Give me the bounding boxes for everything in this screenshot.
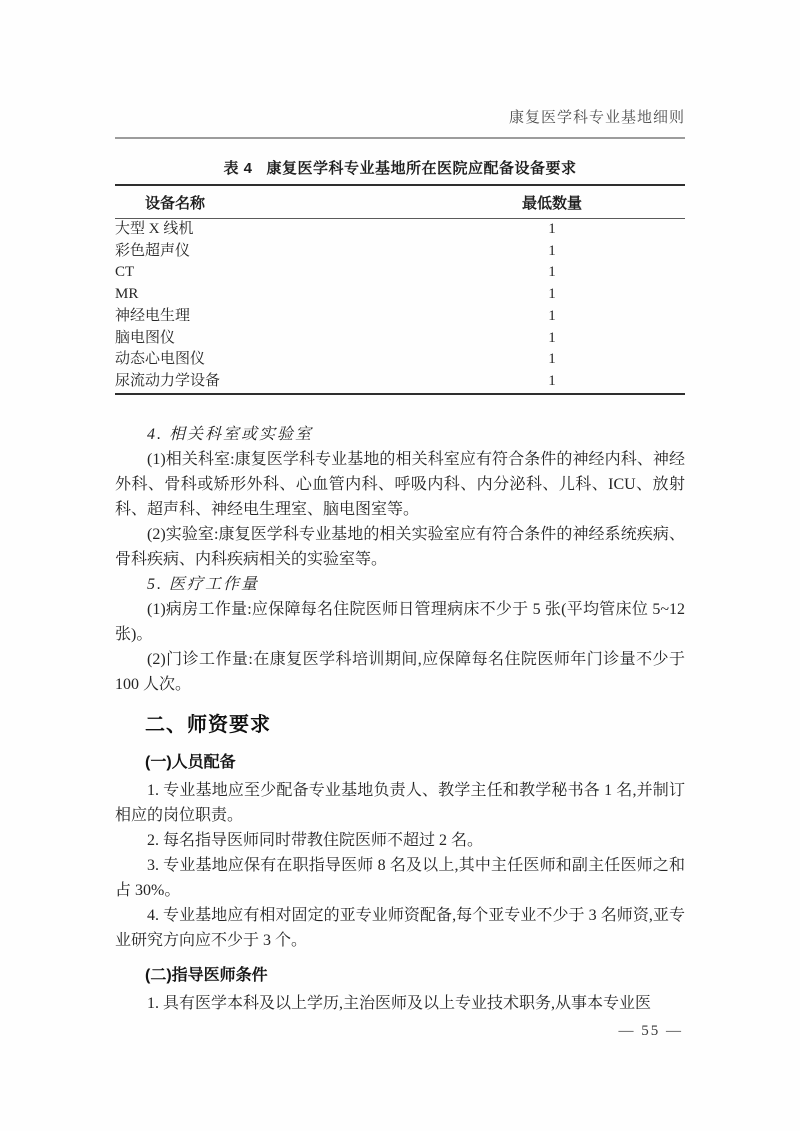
body-text — [115, 422, 685, 1016]
quantity-cell: 1 — [548, 264, 556, 281]
list-item: 2. 每名指导医师同时带教住院医师不超过 2 名。 — [147, 831, 484, 849]
device-name-cell: 动态心电图仪 — [115, 351, 206, 368]
table-row — [115, 219, 685, 241]
list-item: 3. 专业基地应保有在职指导医师 8 名及以上,其中主任医师和副主任医师之和占 30%。 — [115, 856, 685, 899]
table-row — [115, 262, 685, 284]
table-row — [115, 306, 685, 328]
subsection-heading: (二)指导医师条件 — [145, 966, 268, 984]
table-row — [115, 241, 685, 263]
equipment-table — [115, 184, 685, 395]
paragraph: (2)门诊工作量:在康复医学科培训期间,应保障每名住院医师年门诊量不少于 100 人次。 — [115, 650, 685, 693]
quantity-cell: 1 — [548, 351, 556, 368]
paragraph: (2)实验室:康复医学科专业基地的相关实验室应有符合条件的神经系统疾病、骨科疾病、内科疾病相关的实验室等。 — [115, 525, 685, 568]
device-name-cell: 尿流动力学设备 — [115, 372, 221, 389]
table-row — [115, 328, 685, 350]
quantity-cell: 1 — [548, 372, 556, 389]
device-name-cell: CT — [115, 264, 135, 281]
column-header-min-quantity: 最低数量 — [419, 185, 685, 219]
device-name-cell: 脑电图仪 — [115, 329, 176, 346]
header-divider — [115, 137, 685, 139]
list-item: 1. 具有医学本科及以上学历,主治医师及以上专业技术职务,从事本专业医 — [147, 994, 652, 1012]
device-name-cell: MR — [115, 286, 139, 303]
page-number: — 55 — — [618, 1022, 683, 1039]
quantity-cell: 1 — [548, 242, 556, 259]
quantity-cell: 1 — [548, 307, 556, 324]
list-item: 1. 专业基地应至少配备专业基地负责人、教学主任和教学秘书各 1 名,并制订相应的岗位职责。 — [115, 781, 685, 824]
table-caption-label: 表 4 — [223, 160, 253, 177]
paragraph: (1)相关科室:康复医学科专业基地的相关科室应有符合条件的神经内科、神经外科、骨科或矫形外科、心血管内科、呼吸内科、内分泌科、儿科、ICU、放射科、超声科、神经电生理室、脑电图室等。 — [115, 450, 685, 518]
table-row — [115, 371, 685, 394]
section-heading: 二、师资要求 — [145, 713, 271, 736]
quantity-cell: 1 — [548, 221, 556, 237]
paragraph-item-label: 4. 相关科室或实验室 — [147, 425, 314, 443]
paragraph-item-label: 5. 医疗工作量 — [147, 575, 260, 593]
list-item: 4. 专业基地应有相对固定的亚专业师资配备,每个亚专业不少于 3 名师资,亚专业研究方向应不少于 3 个。 — [115, 906, 685, 949]
table-header-row — [115, 185, 685, 219]
paragraph: (1)病房工作量:应保障每名住院医师日管理病床不少于 5 张(平均管床位 5~12 张)。 — [115, 600, 685, 643]
table-row — [115, 284, 685, 306]
subsection-heading: (一)人员配备 — [145, 753, 236, 771]
running-header: 康复医学科专业基地细则 — [508, 109, 685, 126]
table-row — [115, 349, 685, 371]
quantity-cell: 1 — [548, 329, 556, 346]
table-caption — [115, 157, 685, 178]
column-header-device-name: 设备名称 — [115, 185, 419, 219]
device-name-cell: 神经电生理 — [115, 307, 191, 324]
device-name-cell: 彩色超声仪 — [115, 242, 191, 259]
table-caption-title: 康复医学科专业基地所在医院应配备设备要求 — [266, 160, 577, 177]
quantity-cell: 1 — [548, 286, 556, 303]
device-name-cell: 大型 X 线机 — [115, 221, 194, 237]
